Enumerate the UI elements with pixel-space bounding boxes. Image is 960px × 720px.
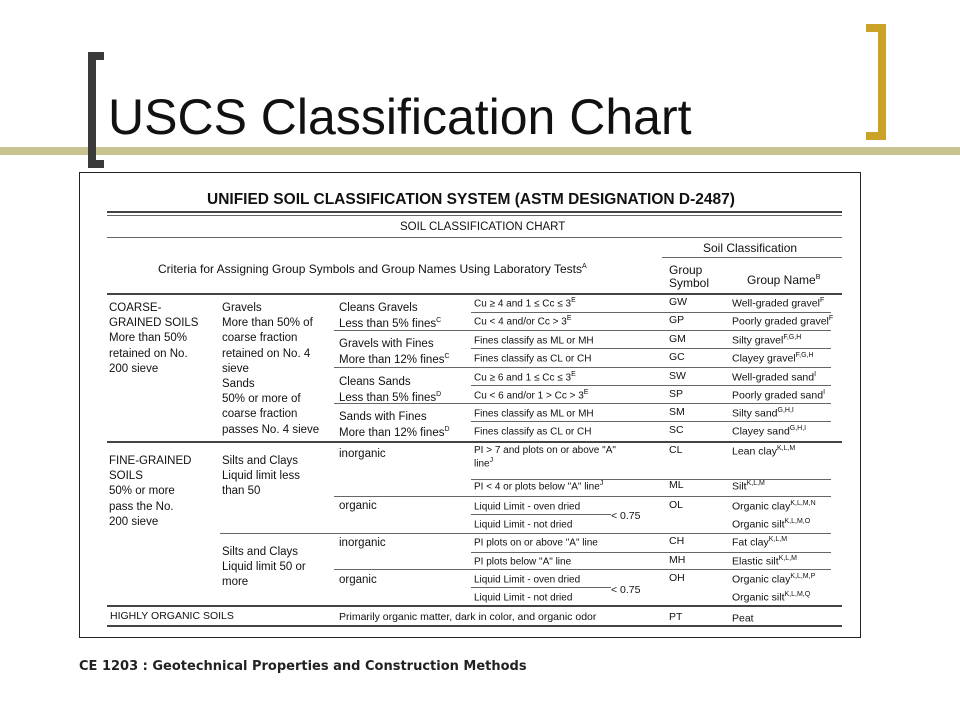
row-group-symbol: SC	[669, 424, 684, 436]
rule	[471, 514, 611, 515]
row-group-symbol: OH	[669, 572, 685, 584]
table-subtitle: SOIL CLASSIFICATION CHART	[400, 221, 566, 233]
row-group-symbol: CH	[669, 535, 685, 547]
row-group-name: Silt$^{K,L,M}$	[732, 480, 765, 493]
inorganic-low-group: inorganic	[339, 448, 386, 460]
rule	[107, 441, 842, 443]
row-criteria: Fines classify as CL or CH	[474, 353, 592, 365]
row-criteria: Fines classify as ML or MH	[474, 335, 594, 347]
slide-title: USCS Classification Chart	[108, 89, 692, 145]
row-criteria: Fines classify as ML or MH	[474, 408, 594, 420]
row-group-name: Silty sand$^{G,H,I}$	[732, 407, 794, 420]
rule	[107, 293, 842, 295]
row-group-name: Well-graded sand$^I$	[732, 371, 817, 384]
row-criteria: Cu ≥ 4 and $1 \le Cc \le 3^E$	[474, 297, 576, 310]
row-group-name: Poorly graded sand$^I$	[732, 389, 826, 402]
right-bracket-decoration	[866, 24, 886, 140]
row-group-name: Organic clay$^{K,L,M,P}$	[732, 573, 816, 586]
rule	[471, 385, 831, 386]
row-group-name: Poorly graded gravel$^F$	[732, 315, 834, 328]
rule	[471, 587, 611, 588]
silts-clays-high-subdivision: Silts and Clays Liquid limit 50 or more	[222, 546, 306, 589]
gravels-with-fines-group: Gravels with Fines More than 12% fines$^C$	[339, 338, 450, 366]
row-criteria: Liquid Limit - not dried	[474, 592, 573, 604]
row-criteria: Cu ≥ 6 and $1 \le Cc \le 3^E$	[474, 371, 576, 384]
row-group-symbol: GP	[669, 314, 685, 326]
sands-subdivision: Sands 50% or more of coarse fraction passes No. 4 sieve	[222, 378, 320, 436]
group-name-header: Group Name$^B$	[747, 273, 821, 287]
row-group-name: Lean clay$^{K,L,M}$	[732, 445, 796, 458]
row-criteria: Cu < 4 and/or $Cc > 3^E$	[474, 315, 572, 328]
peat-description: Primarily organic matter, dark in color, and organic odor	[339, 611, 597, 623]
row-group-name: Well-graded gravel$^F$	[732, 297, 825, 310]
row-group-name: Fat clay$^{K,L,M}$	[732, 536, 788, 549]
rule	[471, 312, 831, 313]
silts-clays-low-subdivision: Silts and Clays Liquid limit less than 50	[222, 455, 300, 498]
rule	[107, 605, 842, 607]
left-bracket-decoration	[88, 52, 104, 168]
row-group-symbol: GW	[669, 296, 688, 308]
clean-gravels-group: Cleans Gravels Less than 5% fines$^C$	[339, 302, 442, 330]
footer-course-title: CE 1203 : Geotechnical Properties and Construction Methods	[79, 659, 527, 674]
row-criteria: Fines classify as CL or CH	[474, 426, 592, 438]
criteria-header: Criteria for Assigning Group Symbols and Group Names Using Laboratory Tests$^A$	[158, 262, 587, 276]
organic-high-group: organic	[339, 574, 377, 586]
row-group-name: Peat	[732, 612, 754, 625]
row-group-symbol: SW	[669, 370, 686, 382]
row-group-name: Elastic silt$^{K,L,M}$	[732, 555, 797, 568]
soil-classification-header: Soil Classification	[703, 241, 798, 255]
highly-organic-division: HIGHLY ORGANIC SOILS	[110, 610, 234, 622]
rule	[662, 257, 842, 258]
lt075-label-high: < 0.75	[611, 584, 641, 596]
coarse-grained-division: COARSE- GRAINED SOILS More than 50% retained on No. 200 sieve	[109, 302, 199, 375]
row-group-symbol: OL	[669, 499, 684, 511]
row-group-symbol: GC	[669, 351, 685, 363]
fine-grained-division: FINE-GRAINED SOILS 50% or more pass the No. 200 sieve	[109, 455, 192, 528]
inorganic-high-group: inorganic	[339, 537, 386, 549]
gravels-subdivision: Gravels More than 50% of coarse fraction retained on No. 4 sieve	[222, 302, 313, 375]
row-group-symbol: GM	[669, 333, 686, 345]
row-criteria: PI plots on or above "A" line	[474, 537, 598, 549]
rule	[107, 215, 842, 216]
organic-low-group: organic	[339, 500, 377, 512]
rule	[471, 348, 831, 349]
row-criteria: PI < 4 or plots below "A" line$^J$	[474, 480, 604, 493]
rule	[220, 533, 831, 534]
rule	[334, 569, 831, 570]
rule	[334, 496, 831, 497]
group-symbol-header: Group Symbol	[669, 263, 710, 291]
sands-with-fines-group: Sands with Fines More than 12% fines$^D$	[339, 411, 450, 439]
row-criteria: PI > 7 and plots on or above "A" line$^J$	[474, 445, 616, 469]
rule	[471, 421, 831, 422]
rule	[107, 237, 842, 238]
lt075-label-low: < 0.75	[611, 510, 641, 522]
row-group-symbol: ML	[669, 479, 684, 491]
row-group-name: Organic silt$^{K,L,M,Q}$	[732, 591, 811, 604]
table-title: UNIFIED SOIL CLASSIFICATION SYSTEM (ASTM DESIGNATION D-2487)	[207, 191, 735, 208]
row-criteria: Liquid Limit - oven dried	[474, 574, 581, 586]
row-group-symbol: SP	[669, 388, 684, 400]
row-criteria: Liquid Limit - not dried	[474, 519, 573, 531]
row-group-symbol: PT	[669, 611, 683, 623]
row-group-symbol: MH	[669, 554, 686, 566]
row-group-symbol: SM	[669, 406, 685, 418]
row-group-name: Clayey sand$^{G,H,I}$	[732, 425, 807, 438]
rule	[107, 211, 842, 213]
row-group-name: Organic silt$^{K,L,M,O}$	[732, 518, 811, 531]
row-group-symbol: CL	[669, 444, 683, 456]
row-group-name: Clayey gravel$^{F,G,H}$	[732, 352, 814, 365]
row-criteria: Cu < 6 and/or $1 > Cc > 3^E$	[474, 389, 589, 402]
clean-sands-group: Cleans Sands Less than 5% fines$^D$	[339, 376, 442, 404]
accent-line	[0, 147, 960, 155]
rule	[107, 625, 842, 627]
row-group-name: Organic clay$^{K,L,M,N}$	[732, 500, 816, 513]
row-criteria: Liquid Limit - oven dried	[474, 501, 581, 513]
uscs-table-image	[79, 172, 861, 638]
row-group-name: Silty gravel$^{F,G,H}$	[732, 334, 802, 347]
rule	[471, 552, 831, 553]
row-criteria: PI plots below "A" line	[474, 556, 572, 568]
